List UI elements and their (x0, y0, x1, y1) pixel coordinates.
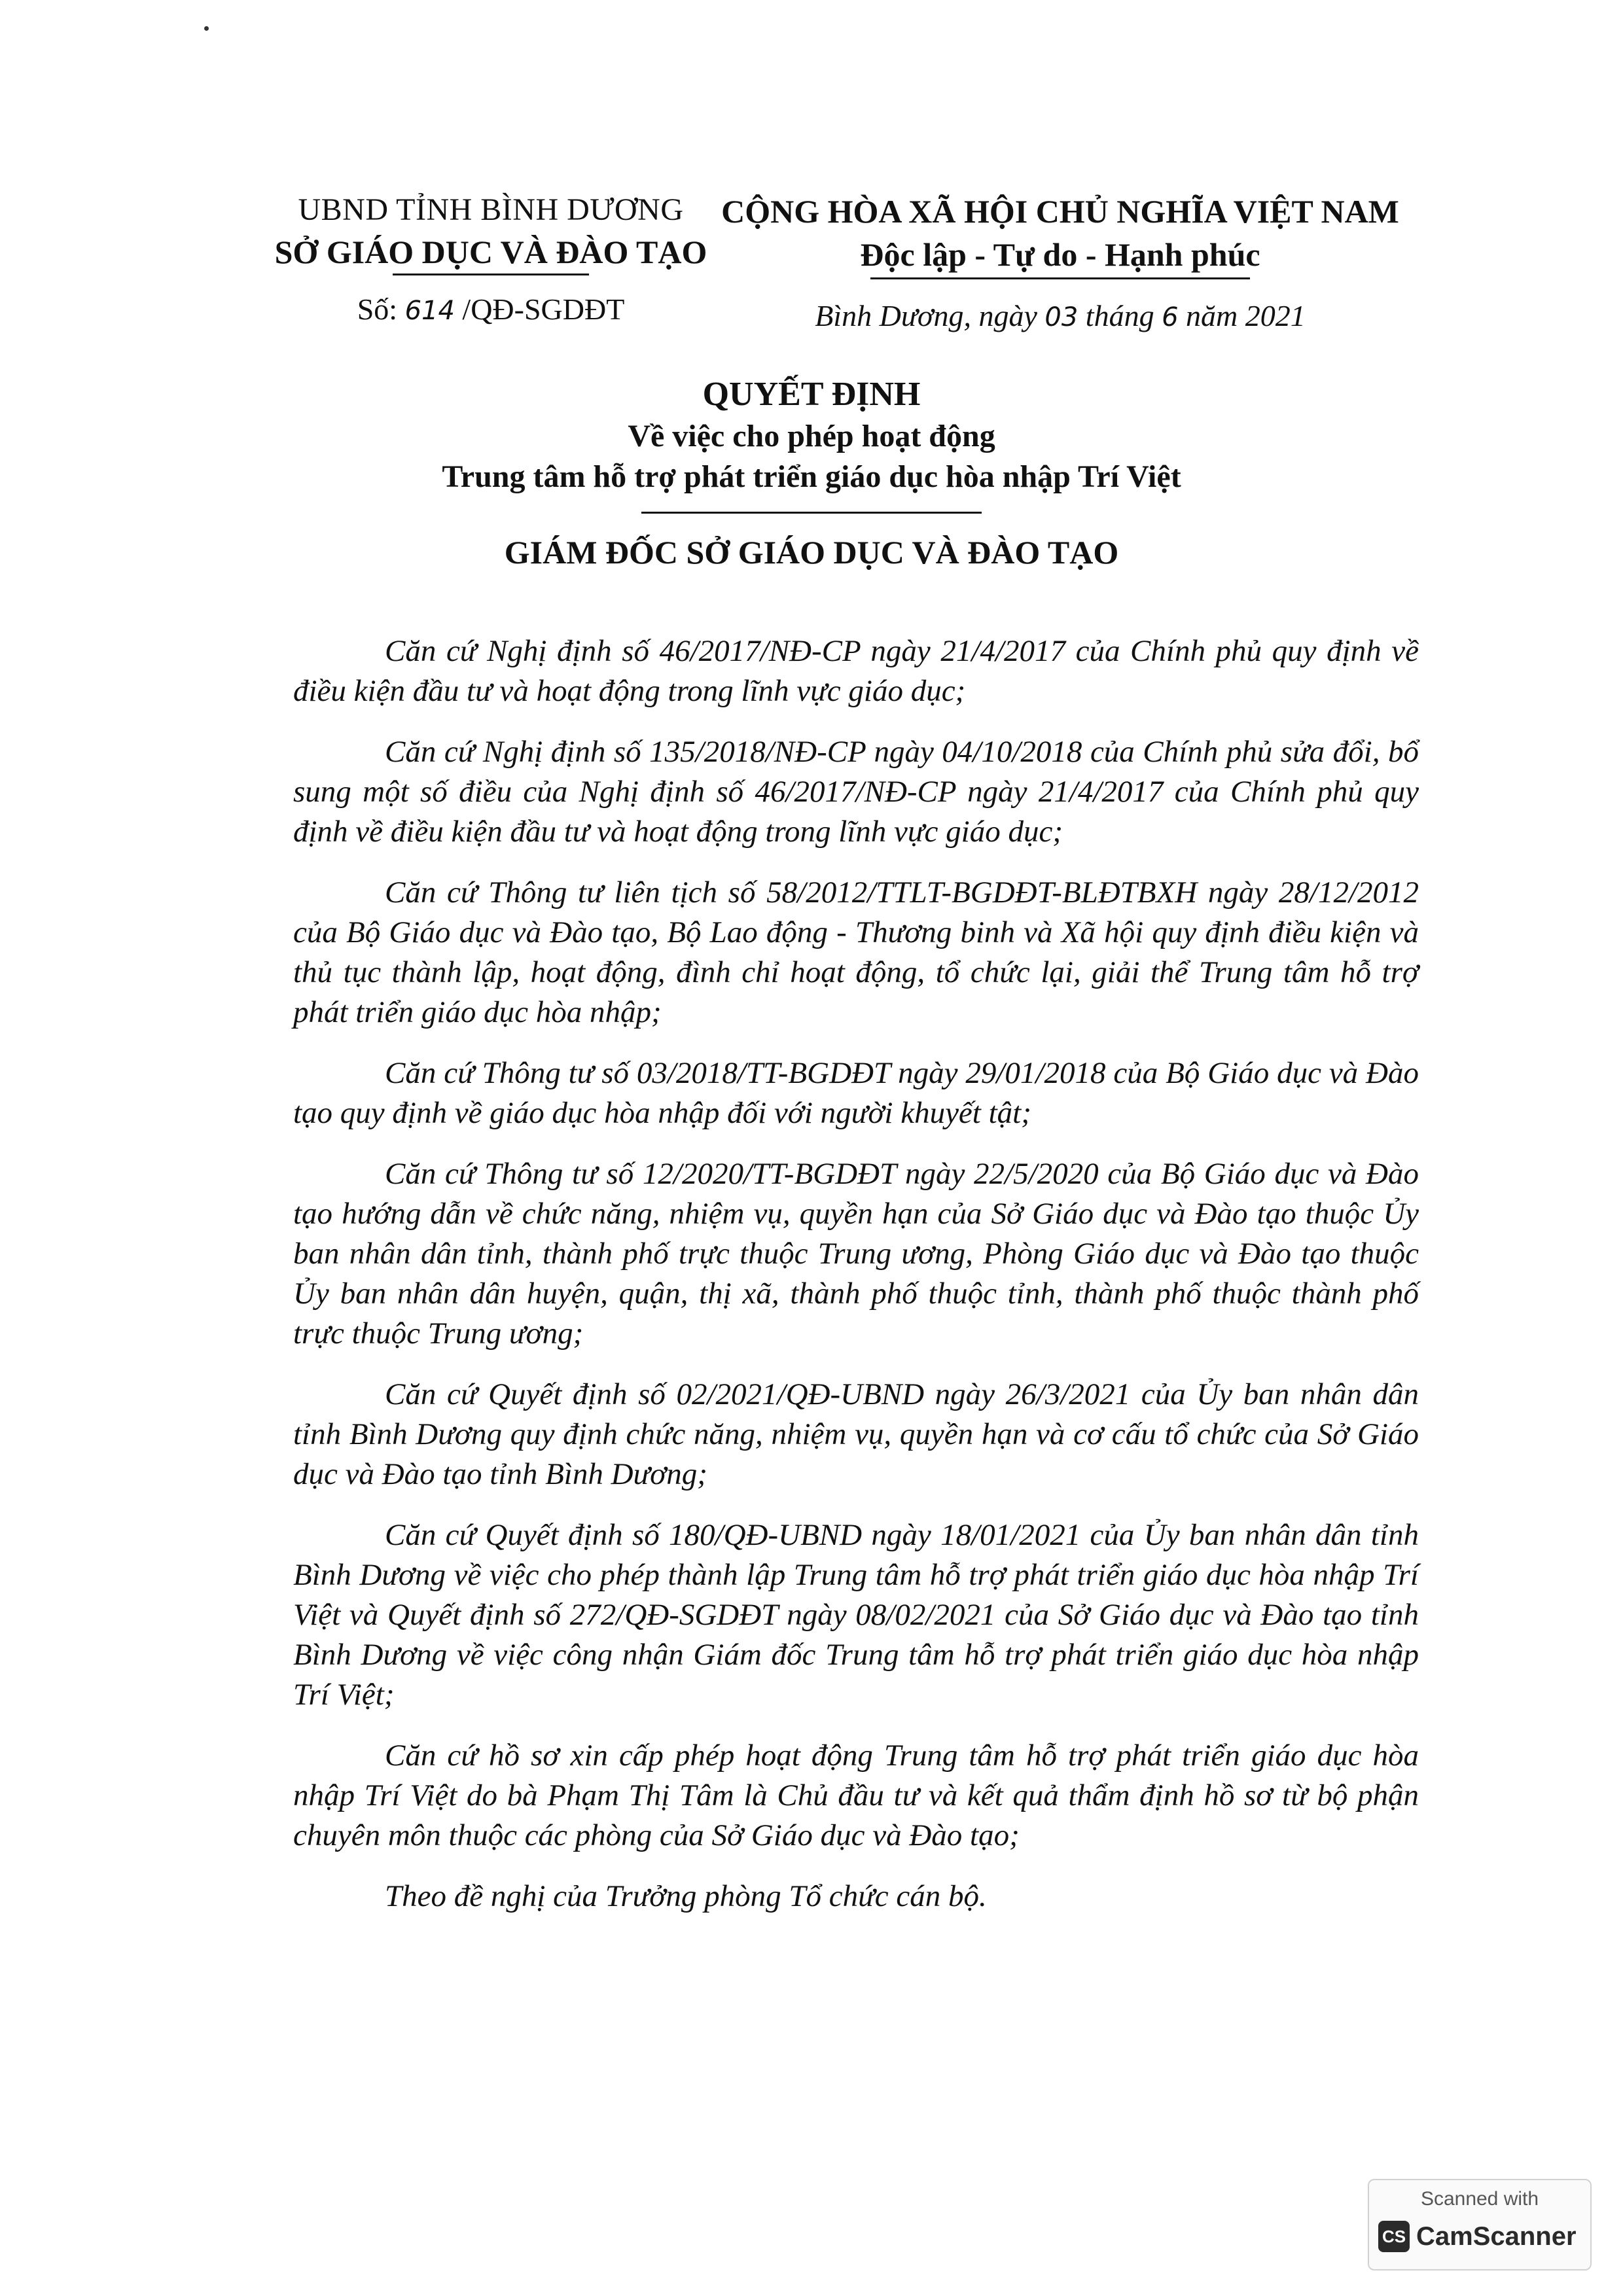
scan-speck (204, 26, 209, 31)
camscanner-logo-icon: CS (1378, 2221, 1410, 2252)
legal-basis-body (293, 631, 1419, 1937)
national-title: CỘNG HÒA XÃ HỘI CHỦ NGHĨA VIỆT NAM (721, 193, 1399, 230)
decision-title: QUYẾT ĐỊNH (702, 376, 921, 413)
issue-date-month: 6 (1162, 302, 1179, 332)
motto-underline (870, 277, 1250, 279)
watermark-brand (1378, 2221, 1577, 2252)
document-header (0, 190, 1623, 360)
issue-date (720, 296, 1400, 337)
document-number-suffix: /QĐ-SGDĐT (454, 292, 625, 326)
legal-basis-paragraph: Căn cứ hồ sơ xin cấp phép hoạt động Trung tâm hỗ trợ phát triển giáo dục hòa nhập Trí Việt do bà Phạm Thị Tâm là Chủ đầu tư và kết quả thẩm định hồ sơ từ bộ phận chuyên môn thuộc các phòng của Sở Giáo dục và Đào tạo; (293, 1739, 1419, 1852)
issue-date-mid: tháng (1078, 299, 1162, 332)
decision-subject-line1: Về việc cho phép hoạt động (628, 419, 995, 453)
legal-basis-paragraph: Căn cứ Quyết định số 180/QĐ-UBND ngày 18/01/2021 của Ủy ban nhân dân tỉnh Bình Dương về việc cho phép thành lập Trung tâm hỗ trợ phát triển giáo dục hòa nhập Trí Việt và Quyết định số 272/QĐ-SGDĐT ngày 08/02/2021 của Sở Giáo dục và Đào tạo tỉnh Bình Dương về việc công nhận Giám đốc Trung tâm hỗ trợ phát triển giáo dục hòa nhập Trí Việt; (293, 1518, 1419, 1712)
issuer-agency: SỞ GIÁO DỤC VÀ ĐÀO TẠO (274, 234, 707, 270)
issuer-underline (393, 274, 589, 275)
decision-title-block (0, 373, 1623, 574)
issue-date-prefix: Bình Dương, ngày (815, 299, 1045, 332)
document-number-prefix: Số: (357, 292, 405, 326)
legal-basis-paragraph: Căn cứ Thông tư số 03/2018/TT-BGDĐT ngày 29/01/2018 của Bộ Giáo dục và Đào tạo quy định về giáo dục hòa nhập đối với người khuyết tật; (293, 1056, 1419, 1130)
camscanner-watermark (1368, 2179, 1592, 2270)
legal-basis-paragraph: Căn cứ Nghị định số 135/2018/NĐ-CP ngày 04/10/2018 của Chính phủ sửa đổi, bổ sung một số điều của Nghị định số 46/2017/NĐ-CP ngày 21/4/2017 của Chính phủ quy định về điều kiện đầu tư và hoạt động trong lĩnh vực giáo dục; (293, 735, 1419, 849)
watermark-brand-name: CamScanner (1416, 2221, 1577, 2251)
issue-date-suffix: năm 2021 (1178, 299, 1306, 332)
proposal-paragraph: Theo đề nghị của Trưởng phòng Tổ chức cán bộ. (385, 1879, 987, 1913)
national-motto-block (720, 190, 1400, 337)
legal-basis-paragraph: Căn cứ Thông tư liên tịch số 58/2012/TTLT-BGDĐT-BLĐTBXH ngày 28/12/2012 của Bộ Giáo dục và Đào tạo, Bộ Lao động - Thương binh và Xã hội quy định điều kiện và thủ tục thành lập, hoạt động, đình chỉ hoạt động, tổ chức lại, giải thể Trung tâm hỗ trợ phát triển giáo dục hòa nhập; (293, 875, 1419, 1029)
legal-basis-paragraph: Căn cứ Nghị định số 46/2017/NĐ-CP ngày 21/4/2017 của Chính phủ quy định về điều kiện đầu tư và hoạt động trong lĩnh vực giáo dục; (293, 634, 1419, 708)
authority-heading: GIÁM ĐỐC SỞ GIÁO DỤC VÀ ĐÀO TẠO (504, 534, 1119, 571)
watermark-caption: Scanned with (1420, 2188, 1539, 2210)
issuer-parent-agency: UBND TỈNH BÌNH DƯƠNG (298, 192, 684, 227)
document-number (252, 290, 730, 330)
document-number-handwritten: 614 (404, 296, 455, 326)
issuer-block (252, 190, 730, 330)
national-motto: Độc lập - Tự do - Hạnh phúc (860, 236, 1260, 273)
legal-basis-paragraph: Căn cứ Thông tư số 12/2020/TT-BGDĐT ngày 22/5/2020 của Bộ Giáo dục và Đào tạo hướng dẫn về chức năng, nhiệm vụ, quyền hạn của Sở Giáo dục và Đào tạo thuộc Ủy ban nhân dân tỉnh, thành phố trực thuộc Trung ương, Phòng Giáo dục và Đào tạo thuộc Ủy ban nhân dân huyện, quận, thị xã, thành phố thuộc tỉnh, thành phố thuộc thành phố trực thuộc Trung ương; (293, 1157, 1419, 1351)
legal-basis-paragraph: Căn cứ Quyết định số 02/2021/QĐ-UBND ngày 26/3/2021 của Ủy ban nhân dân tỉnh Bình Dương quy định chức năng, nhiệm vụ, quyền hạn và cơ cấu tổ chức của Sở Giáo dục và Đào tạo tỉnh Bình Dương; (293, 1377, 1419, 1491)
issue-date-day: 03 (1044, 302, 1079, 332)
title-divider (641, 512, 982, 514)
decision-subject-line2: Trung tâm hỗ trợ phát triển giáo dục hòa nhập Trí Việt (442, 459, 1181, 494)
